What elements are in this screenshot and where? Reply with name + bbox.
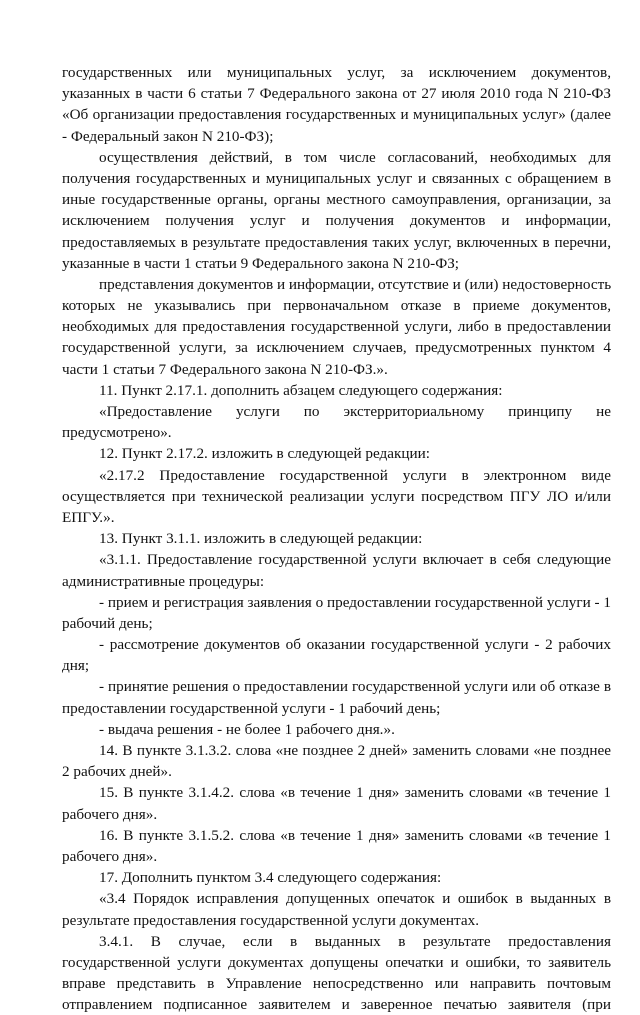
text-line: административные процедуры:: [62, 572, 265, 590]
text-line: предоставляемых в результате предоставления таких услуг, включенных в перечни,: [62, 233, 611, 251]
text-line: 17. Дополнить пунктом 3.4 следующего содержания:: [99, 869, 442, 887]
text-line: указанных в части 6 статьи 7 Федерального закона от 27 июля 2010 года N 210-ФЗ: [62, 85, 611, 103]
text-line: вправе представить в Управление непосредственно или направить почтовым: [62, 975, 611, 993]
text-line: государственной услуги, за исключением случаев, предусмотренных пунктом 4: [62, 339, 611, 357]
text-line: осуществления действий, в том числе согласований, необходимых для: [99, 148, 611, 166]
text-line: исключением получения услуг и получения документов и информации,: [62, 212, 611, 230]
text-line: государственных или муниципальных услуг, за исключением документов,: [62, 64, 611, 81]
text-line: получения государственных и муниципальных услуг и связанных с обращением в: [62, 169, 611, 187]
text-line: «3.4 Порядок исправления допущенных опечаток и ошибок в выданных в: [99, 890, 611, 908]
text-line: отправлением подписанное заявителем и заверенное печатью заявителя (при: [62, 996, 611, 1014]
text-line: 12. Пункт 2.17.2. изложить в следующей редакции:: [99, 445, 430, 463]
text-line: предусмотрено».: [62, 424, 172, 442]
text-line: «Предоставление услуги по экстерриториальному принципу не: [99, 403, 611, 420]
text-line: ЕПГУ.».: [62, 508, 115, 526]
text-line: указанные в части 1 статьи 9 Федерального закона N 210-ФЗ;: [62, 254, 460, 272]
text-line: 11. Пункт 2.17.1. дополнить абзацем следующего содержания:: [99, 381, 503, 399]
text-line: «2.17.2 Предоставление государственной услуги в электронном виде: [99, 466, 611, 484]
text-line: рабочий день;: [62, 614, 153, 632]
text-line: - рассмотрение документов об оказании государственной услуги - 2 рабочих: [99, 636, 611, 654]
text-line: предоставлении государственной услуги - 1 рабочий день;: [62, 699, 441, 717]
text-line: - Федеральный закон N 210-ФЗ);: [62, 127, 274, 145]
text-line: 15. В пункте 3.1.4.2. слова «в течение 1 дня» заменить словами «в течение 1: [99, 784, 611, 802]
text-line: представления документов и информации, отсутствие и (или) недостоверность: [99, 275, 611, 293]
text-line: 3.4.1. В случае, если в выданных в результате предоставления: [99, 932, 611, 950]
text-line: государственной услуги документах допущены опечатки и ошибки, то заявитель: [62, 953, 611, 971]
text-line: результате предоставления государственной услуги документах.: [62, 911, 480, 929]
text-line: 14. В пункте 3.1.3.2. слова «не позднее 2 дней» заменить словами «не позднее: [99, 742, 611, 759]
text-line: дня;: [62, 657, 90, 675]
text-line: которых не указывались при первоначальном отказе в приеме документов,: [62, 297, 611, 315]
text-line: 2 рабочих дней».: [62, 763, 172, 781]
text-line: «3.1.1. Предоставление государственной услуги включает в себя следующие: [99, 551, 611, 569]
text-line: - принятие решения о предоставлении государственной услуги или об отказе в: [99, 678, 611, 696]
text-line: 16. В пункте 3.1.5.2. слова «в течение 1 дня» заменить словами «в течение 1: [99, 826, 611, 844]
text-line: иные государственные органы, органы местного самоуправления, организации, за: [62, 191, 611, 209]
text-line: части 1 статьи 7 Федерального закона N 210-ФЗ.».: [62, 360, 388, 378]
text-line: необходимых для предоставления государственной услуги, либо в предоставлении: [62, 318, 611, 336]
text-line: рабочего дня».: [62, 847, 158, 865]
document-body: [62, 62, 611, 1015]
text-line: осуществляется при технической реализации услуги посредством ПГУ ЛО и/или: [62, 487, 611, 505]
text-line: «Об организации предоставления государственных и муниципальных услуг» (далее: [62, 106, 611, 124]
text-line: - прием и регистрация заявления о предоставлении государственной услуги - 1: [99, 593, 611, 611]
text-line: 13. Пункт 3.1.1. изложить в следующей редакции:: [99, 530, 423, 548]
text-line: - выдача решения - не более 1 рабочего дня.».: [99, 720, 395, 738]
text-line: рабочего дня».: [62, 805, 158, 823]
